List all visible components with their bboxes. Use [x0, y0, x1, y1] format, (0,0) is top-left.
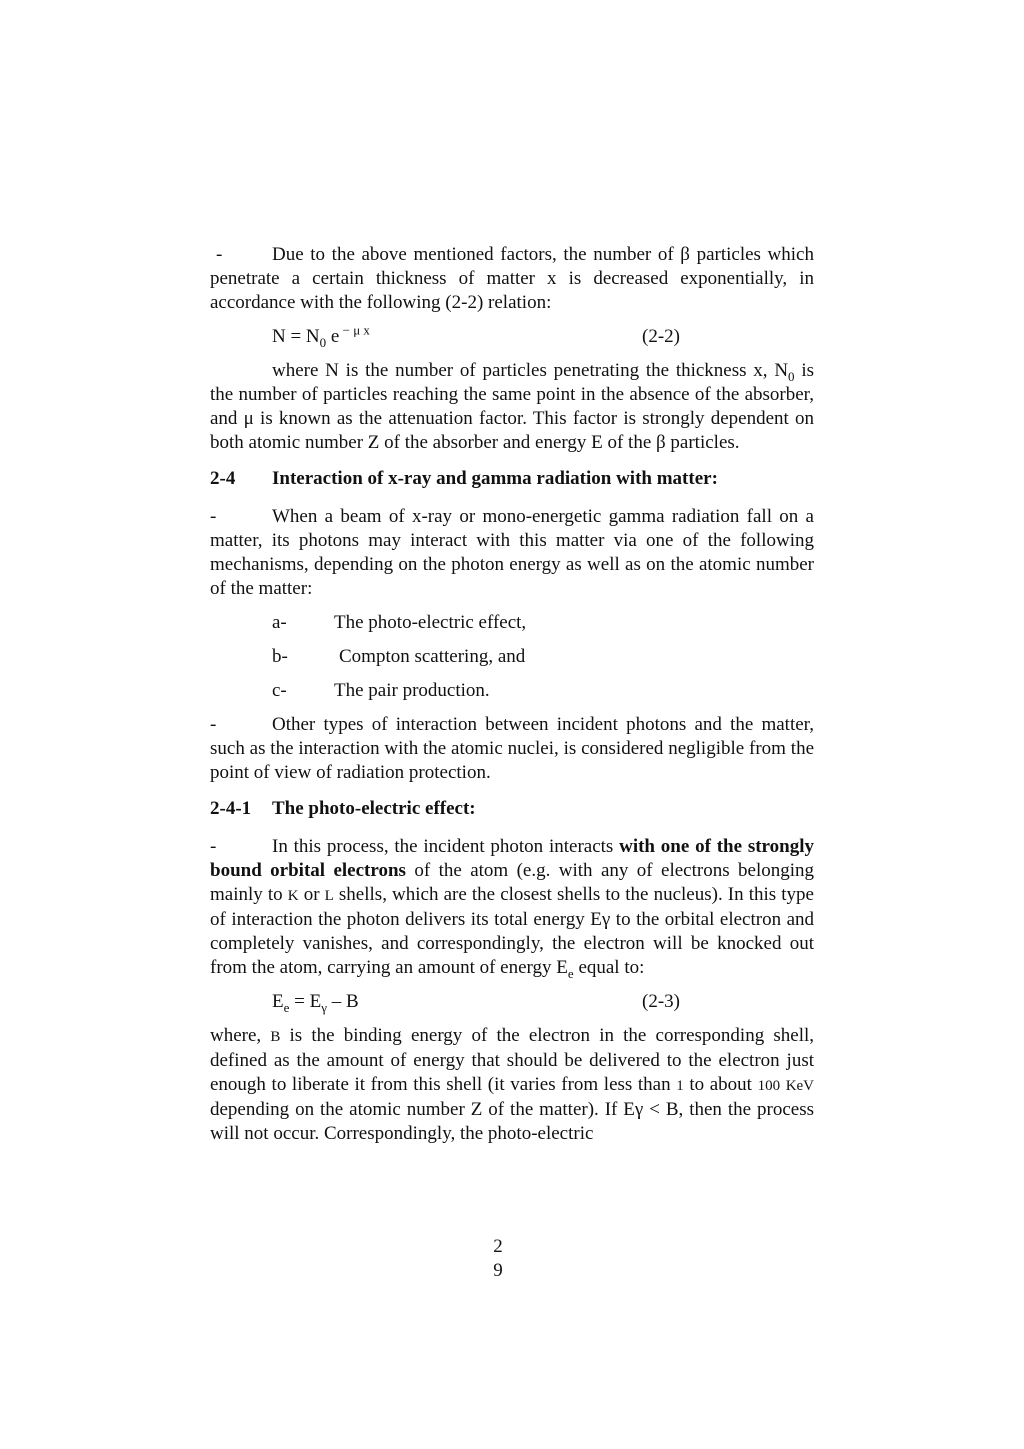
bold-phrase: with one of the strongly bound orbital electrons: [210, 836, 814, 881]
bullet-dash: -: [216, 244, 223, 265]
list-item: [210, 611, 814, 635]
paragraph-interaction-mechanisms: - When a beam of x-ray or mono-energetic gamma radiation fall on a matter, its photons may interact with this matter via one of the following mechanisms, depending on the photon energy as well as on the atomic number of the matter:: [210, 506, 814, 599]
equation-expression: $N = N_0$ e $^{- \mu x}$: [272, 322, 370, 350]
list-item: [210, 645, 814, 669]
bullet-dash: -: [210, 714, 217, 735]
list-label: c-: [272, 680, 287, 701]
list-label: b-: [272, 646, 288, 667]
page-number: 2 9: [493, 1236, 503, 1281]
paragraph-equation-explanation: where N is the number of particles penetrating the thickness x, $N_0$ is the number of particles reaching the same point in the absence of the absorber, and μ is known as the attenuation factor. This factor is strongly dependent on both atomic number Z of the absorber and energy E of the β particles.: [210, 360, 814, 453]
section-number: 2-4-1: [210, 798, 252, 819]
list-text: The photo-electric effect,: [334, 612, 527, 633]
equation-number: (2-3): [642, 991, 680, 1012]
equation-2-3: [210, 990, 814, 1014]
equation-expression: $E_e = E_\gamma - B$: [272, 991, 359, 1015]
paragraph-other-interactions: - Other types of interaction between incident photons and the matter, such as the interaction with the atomic nuclei, is considered negligible from the point of view of radiation protection.: [210, 714, 814, 783]
equation-2-2: [210, 322, 814, 350]
equation-number: (2-2): [642, 326, 680, 347]
section-number: 2-4: [210, 468, 236, 489]
bullet-dash: -: [210, 506, 217, 527]
list-text: Compton scattering, and: [339, 646, 526, 667]
list-item: [210, 679, 814, 703]
section-title: Interaction of x-ray and gamma radiation with matter:: [272, 468, 718, 489]
list-text: The pair production.: [334, 680, 490, 701]
section-title: The photo-electric effect:: [272, 798, 476, 819]
list-label: a-: [272, 612, 287, 633]
body-text: [210, 243, 814, 1156]
paragraph-binding-energy: where, B is the binding energy of the electron in the corresponding shell, defined as the amount of energy that should be delivered to the electron just enough to liberate it from this shell (it varies from less than 1 to about 100 KeV depending on the atomic number Z of the matter). If Eγ < B, then the process will not occur. Correspondingly, the photo-electric: [210, 1025, 815, 1144]
paragraph-photo-electric-process: - In this process, the incident photon interacts with one of the strongly bound orbital electrons of the atom (e.g. with any of electrons belonging mainly to K or L shells, which are the closest shells to the nucleus). In this type of interaction the photon delivers its total energy Eγ to the orbital electron and completely vanishes, and correspondingly, the electron will be knocked out from the atom, carrying an amount of energy $E_e$ equal to:: [210, 836, 815, 981]
bullet-dash: -: [210, 836, 217, 857]
paragraph-beta-attenuation: - Due to the above mentioned factors, the number of β particles which penetrate a certain thickness of matter x is decreased exponentially, in accordance with the following (2-2) relation:: [210, 244, 814, 313]
section-heading-2-4: [210, 467, 814, 491]
section-heading-2-4-1: [210, 797, 814, 821]
